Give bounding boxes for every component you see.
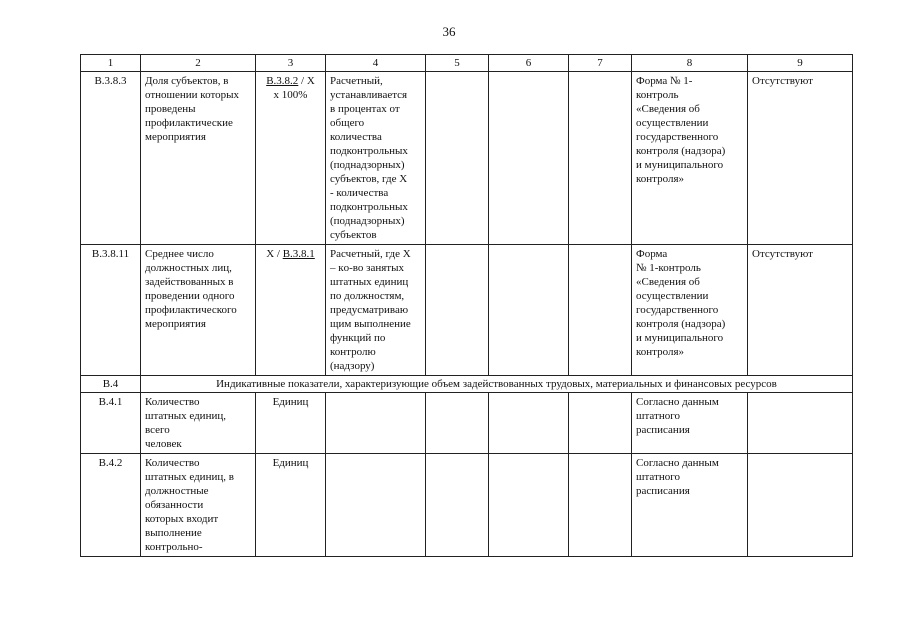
indicator-method: Расчетный, устанавливается в процентах от общего количества подконтрольных (поднадзорных) субъектов, где X - количества подконтрольных (поднадзорных) субъектов: [326, 72, 426, 245]
cell-col6: [489, 245, 569, 376]
indicator-unit: Единиц: [256, 454, 326, 557]
indicator-name: Среднее число должностных лиц, задействованных в проведении одного профилактического мероприятия: [141, 245, 256, 376]
table-row: [81, 245, 853, 376]
indicator-source: Форма № 1-контроль «Сведения об осуществлении государственного контроля (надзора) и муниципального контроля»: [632, 245, 748, 376]
column-header: 3: [256, 55, 326, 72]
cell-col5: [426, 245, 489, 376]
indicator-name: Количество штатных единиц, в должностные обязанности которых входит выполнение контрольно-: [141, 454, 256, 557]
cell-col6: [489, 393, 569, 454]
column-header: 5: [426, 55, 489, 72]
indicator-source: Согласно данным штатного расписания: [632, 454, 748, 557]
indicator-method: Расчетный, где X – кo-во занятых штатных единиц по должностям, предусматриваю щим выполнение функций по контролю (надзору): [326, 245, 426, 376]
cell-col9: [748, 393, 853, 454]
section-code: B.4: [81, 376, 141, 393]
cell-col7: [569, 245, 632, 376]
cell-col5: [426, 72, 489, 245]
indicator-code: B.4.2: [81, 454, 141, 557]
column-header: 1: [81, 55, 141, 72]
indicator-name: Доля субъектов, в отношении которых проведены профилактические мероприятия: [141, 72, 256, 245]
table-row: [81, 454, 853, 557]
indicator-formula: [256, 72, 326, 245]
indicator-source: Согласно данным штатного расписания: [632, 393, 748, 454]
column-header: 9: [748, 55, 853, 72]
header-row: [81, 55, 853, 72]
column-header: 6: [489, 55, 569, 72]
cell-col4: [326, 393, 426, 454]
indicator-source: Форма № 1- контроль «Сведения об осуществлении государственного контроля (надзора) и муниципального контроля»: [632, 72, 748, 245]
cell-col5: [426, 393, 489, 454]
cell-col7: [569, 72, 632, 245]
cell-col7: [569, 454, 632, 557]
formula-text: X /: [266, 248, 283, 260]
table-row: [81, 72, 853, 245]
indicator-note: Отсутствуют: [748, 245, 853, 376]
indicator-code: B.3.8.3: [81, 72, 141, 245]
indicator-note: Отсутствуют: [748, 72, 853, 245]
section-row: [81, 376, 853, 393]
formula-ref: B.3.8.2: [266, 75, 299, 87]
indicator-unit: Единиц: [256, 393, 326, 454]
formula-text: x 100%: [273, 89, 308, 101]
column-header: 7: [569, 55, 632, 72]
cell-col5: [426, 454, 489, 557]
table-row: [81, 393, 853, 454]
formula-text: / X: [298, 75, 315, 87]
cell-col6: [489, 454, 569, 557]
indicators-table: [80, 54, 853, 557]
indicator-formula: [256, 245, 326, 376]
column-header: 4: [326, 55, 426, 72]
indicator-name: Количество штатных единиц, всего человек: [141, 393, 256, 454]
cell-col9: [748, 454, 853, 557]
column-header: 8: [632, 55, 748, 72]
indicator-code: B.4.1: [81, 393, 141, 454]
column-header: 2: [141, 55, 256, 72]
cell-col4: [326, 454, 426, 557]
cell-col6: [489, 72, 569, 245]
page-number: 36: [442, 24, 456, 39]
cell-col7: [569, 393, 632, 454]
section-title: Индикативные показатели, характеризующие объем задействованных трудовых, материальных и финансовых ресурсов: [141, 376, 853, 393]
indicator-code: B.3.8.11: [81, 245, 141, 376]
formula-ref: B.3.8.1: [282, 248, 315, 260]
